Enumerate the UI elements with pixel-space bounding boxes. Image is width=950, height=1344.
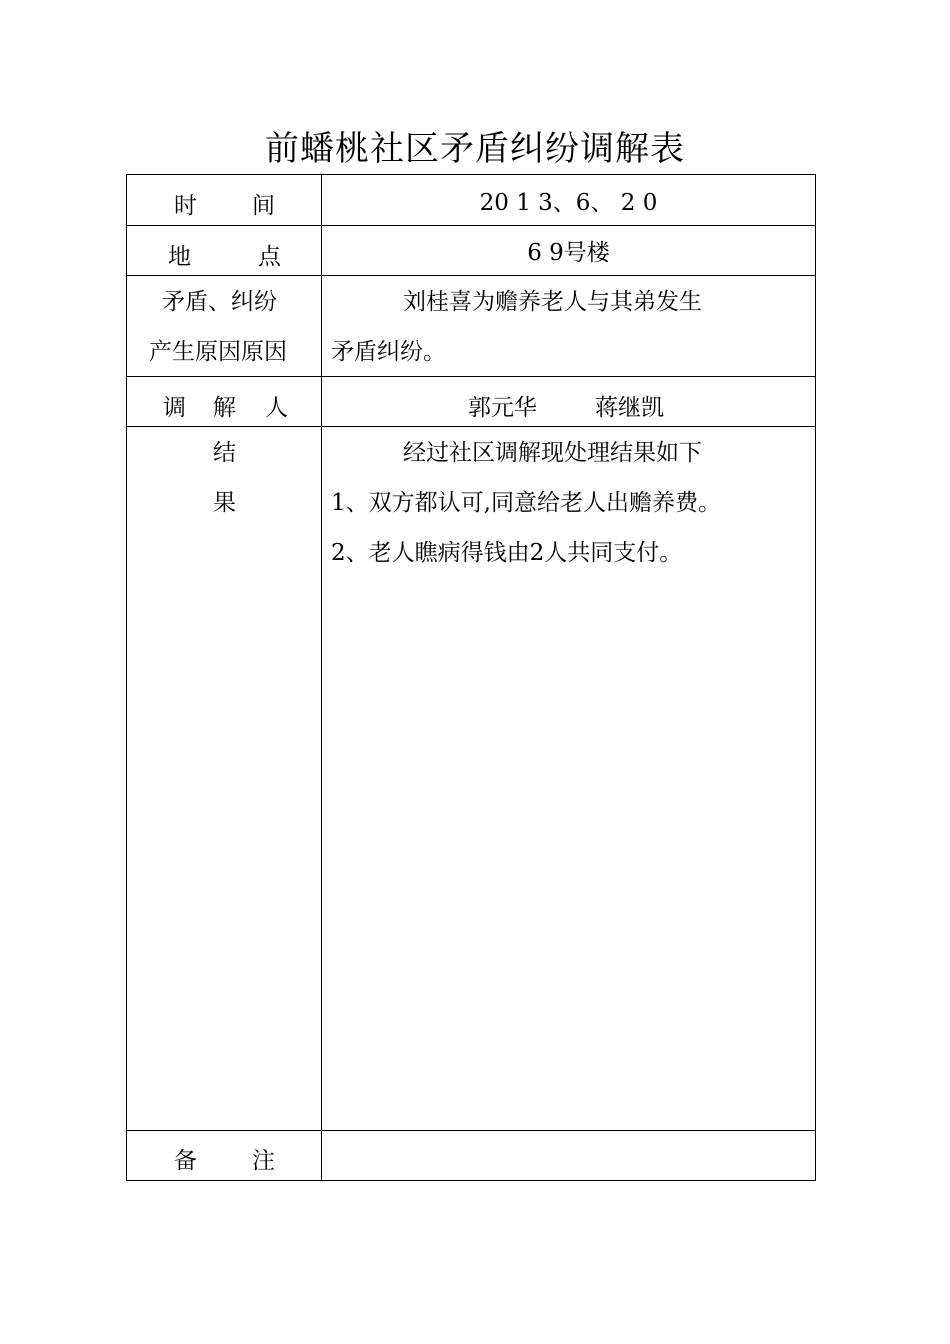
mediator-person-2: 蒋继凯 — [595, 395, 664, 421]
label-cell-mediator — [127, 377, 322, 426]
value-cell-remarks — [322, 1131, 815, 1180]
mediator-label-char-3: 人 — [265, 395, 288, 421]
place-label-char-2: 点 — [258, 244, 281, 270]
label-cell-remarks — [127, 1131, 322, 1180]
cause-value-line-2: 矛盾纠纷。 — [331, 339, 446, 365]
mediator-label-char-1: 调 — [163, 395, 186, 421]
label-cell-result — [127, 427, 322, 1130]
label-cell-time — [127, 175, 322, 225]
value-cell-time — [322, 175, 815, 225]
row-result — [127, 427, 815, 1131]
cause-value-line-1: 刘桂喜为赡养老人与其弟发生 — [403, 289, 702, 315]
time-value: 20 1 3、6、 2 0 — [479, 189, 658, 216]
row-mediator — [127, 377, 815, 427]
label-cell-place — [127, 226, 322, 275]
remarks-label-char-1: 备 — [174, 1148, 197, 1174]
row-cause — [127, 276, 815, 377]
place-label-char-1: 地 — [168, 244, 191, 270]
result-value-line-1: 经过社区调解现处理结果如下 — [403, 440, 702, 466]
label-cell-cause — [127, 276, 322, 376]
time-label-char-2: 间 — [252, 193, 275, 219]
result-value-line-3: 2、老人瞧病得钱由2人共同支付。 — [331, 540, 683, 566]
value-cell-cause — [322, 276, 815, 376]
result-label-line-2: 果 — [213, 490, 236, 516]
row-place — [127, 226, 815, 276]
result-value-line-2: 1、双方都认可,同意给老人出赡养费。 — [331, 490, 721, 516]
mediator-label-char-2: 解 — [213, 395, 236, 421]
cause-label-line-1: 矛盾、纠纷 — [162, 289, 277, 315]
cause-label-line-2: 产生原因原因 — [149, 339, 287, 365]
time-label-char-1: 时 — [174, 193, 197, 219]
value-cell-result — [322, 427, 815, 1130]
place-value: 6 9号楼 — [527, 240, 610, 266]
result-label-line-1: 结 — [213, 440, 236, 466]
document-title: 前蟠桃社区矛盾纠纷调解表 — [265, 129, 685, 169]
value-cell-place — [322, 226, 815, 275]
row-time — [127, 175, 815, 226]
value-cell-mediator — [322, 377, 815, 426]
mediation-form-table — [126, 174, 816, 1181]
mediator-person-1: 郭元华 — [468, 395, 537, 421]
row-remarks — [127, 1131, 815, 1180]
remarks-label-char-2: 注 — [252, 1148, 275, 1174]
